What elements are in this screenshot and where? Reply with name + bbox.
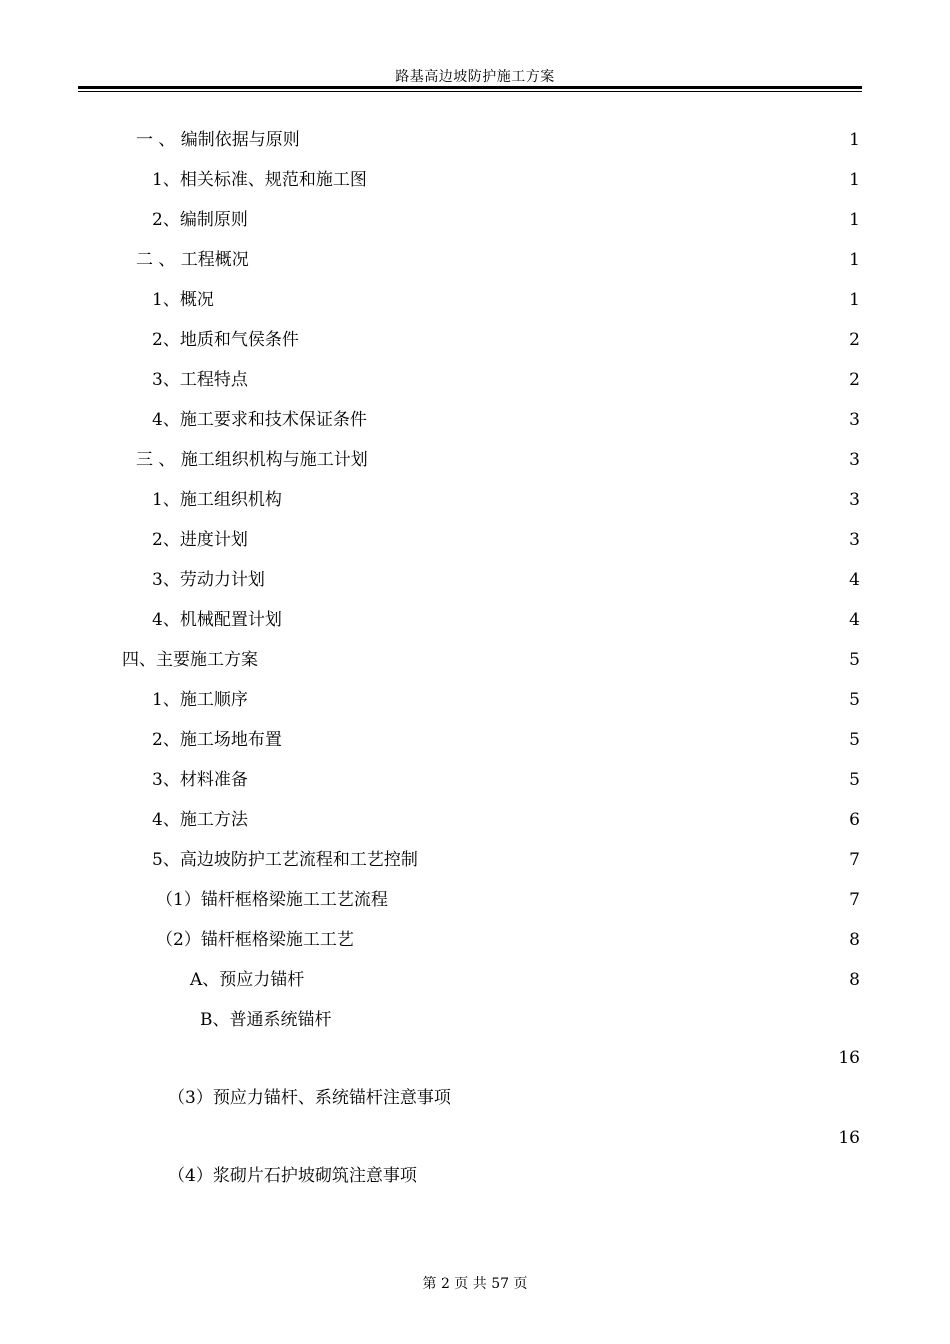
toc-entry-page: 1: [849, 210, 860, 230]
toc-entry-label: （3）预应力锚杆、系统锚杆注意事项: [168, 1088, 451, 1108]
toc-entry-label: 3、工程特点: [152, 370, 248, 390]
dot-leader: [250, 248, 848, 272]
dot-leader: [389, 888, 848, 912]
toc-entry-page: 2: [849, 370, 860, 390]
toc-entry[interactable]: [122, 648, 860, 672]
toc-entry-label: 5、高边坡防护工艺流程和工艺控制: [152, 850, 418, 870]
toc-entry[interactable]: [152, 488, 860, 512]
toc-entry-page: 16: [838, 1128, 860, 1148]
toc-entry[interactable]: [152, 808, 860, 832]
toc-entry-page: 3: [849, 410, 860, 430]
toc-entry-page: 8: [849, 970, 860, 990]
toc-entry[interactable]: [152, 688, 860, 712]
toc-entry-page: 5: [849, 690, 860, 710]
dot-leader: [249, 808, 848, 832]
toc-entry-page: 5: [849, 770, 860, 790]
toc-entry[interactable]: [168, 1086, 860, 1110]
toc-entry-label: 2、地质和气侯条件: [152, 330, 299, 350]
toc-entry[interactable]: [152, 168, 860, 192]
toc-entry[interactable]: [200, 1008, 860, 1032]
dot-leader: [215, 288, 848, 312]
toc-entry-page: 4: [849, 570, 860, 590]
toc-entry[interactable]: [152, 208, 860, 232]
dot-leader: [266, 568, 848, 592]
header-rule-thick: [78, 86, 862, 89]
dot-leader: [368, 168, 848, 192]
dot-leader: [259, 648, 848, 672]
dot-leader: [249, 768, 848, 792]
toc-entry-label: 二 、 工程概况: [136, 250, 249, 270]
toc-entry-page: 2: [849, 330, 860, 350]
dot-leader: [305, 968, 848, 992]
toc-entry[interactable]: [190, 968, 860, 992]
toc-entry-label: 三 、 施工组织机构与施工计划: [136, 450, 368, 470]
toc-entry-label: 2、施工场地布置: [152, 730, 282, 750]
toc-entry-label: 4、施工方法: [152, 810, 248, 830]
toc-entry-label: B、普通系统锚杆: [200, 1010, 332, 1030]
dot-leader: [355, 928, 848, 952]
dot-leader: [333, 1008, 860, 1032]
toc-entry-label: 一 、 编制依据与原则: [136, 130, 300, 150]
dot-leader: [283, 608, 848, 632]
dot-leader: [249, 528, 848, 552]
toc-entry[interactable]: [136, 448, 860, 472]
toc-entry-label: 1、相关标准、规范和施工图: [152, 170, 367, 190]
page-footer: 第 2 页 共 57 页: [422, 1276, 528, 1292]
toc-entry-page: 7: [849, 850, 860, 870]
dot-leader: [419, 848, 848, 872]
toc-entry[interactable]: [152, 288, 860, 312]
dot-leader: [418, 1164, 779, 1188]
toc-entry-page: 1: [849, 290, 860, 310]
toc-entry-label: 1、施工顺序: [152, 690, 248, 710]
toc-entry-page: 4: [849, 610, 860, 630]
toc-entry[interactable]: [156, 888, 860, 912]
toc-entry-page: 5: [849, 650, 860, 670]
toc-entry[interactable]: [152, 328, 860, 352]
dot-leader: [249, 688, 848, 712]
toc-entry[interactable]: [152, 768, 860, 792]
toc-entry[interactable]: [152, 368, 860, 392]
toc-entry-label: 2、进度计划: [152, 530, 248, 550]
toc-entry[interactable]: [152, 568, 860, 592]
toc-entry-label: 3、劳动力计划: [152, 570, 265, 590]
dot-leader: [368, 408, 848, 432]
dot-leader: [301, 128, 848, 152]
toc-entry-page: 1: [849, 130, 860, 150]
toc-entry-label: （2）锚杆框格梁施工工艺: [156, 930, 354, 950]
toc-entry-page: 3: [849, 490, 860, 510]
dot-leader: [369, 448, 848, 472]
toc-entry[interactable]: [152, 408, 860, 432]
toc-entry-label: 四、主要施工方案: [122, 650, 258, 670]
toc-entry[interactable]: [168, 1164, 780, 1188]
page-header-title: 路基高边坡防护施工方案: [395, 69, 555, 85]
toc-entry[interactable]: [152, 528, 860, 552]
toc-entry-page: 7: [849, 890, 860, 910]
toc-entry-label: （4）浆砌片石护坡砌筑注意事项: [168, 1166, 417, 1186]
toc-entry[interactable]: [136, 128, 860, 152]
toc-entry[interactable]: [136, 248, 860, 272]
toc-entry-page: 16: [838, 1048, 860, 1068]
toc-entry-label: A、预应力锚杆: [190, 970, 305, 990]
toc-entry-label: 1、施工组织机构: [152, 490, 282, 510]
toc-entry-label: 2、编制原则: [152, 210, 248, 230]
dot-leader: [283, 728, 848, 752]
toc-entry-page: 1: [849, 250, 860, 270]
toc-entry-page: 3: [849, 450, 860, 470]
dot-leader: [249, 208, 848, 232]
toc-entry[interactable]: [156, 928, 860, 952]
toc-entry-label: 3、材料准备: [152, 770, 248, 790]
header-rule-thin: [78, 91, 862, 92]
toc-entry[interactable]: [152, 848, 860, 872]
toc-entry-label: 1、概况: [152, 290, 214, 310]
toc-entry-label: 4、施工要求和技术保证条件: [152, 410, 367, 430]
toc-entry-page: 1: [849, 170, 860, 190]
toc-entry-page: 3: [849, 530, 860, 550]
toc-entry-page: 6: [849, 810, 860, 830]
toc-entry[interactable]: [152, 608, 860, 632]
dot-leader: [249, 368, 848, 392]
dot-leader: [283, 488, 848, 512]
toc-entry-page: 8: [849, 930, 860, 950]
toc-entry[interactable]: [152, 728, 860, 752]
toc-entry-page: 5: [849, 730, 860, 750]
dot-leader: [452, 1086, 859, 1110]
dot-leader: [300, 328, 848, 352]
toc-entry-label: （1）锚杆框格梁施工工艺流程: [156, 890, 388, 910]
toc-entry-label: 4、机械配置计划: [152, 610, 282, 630]
